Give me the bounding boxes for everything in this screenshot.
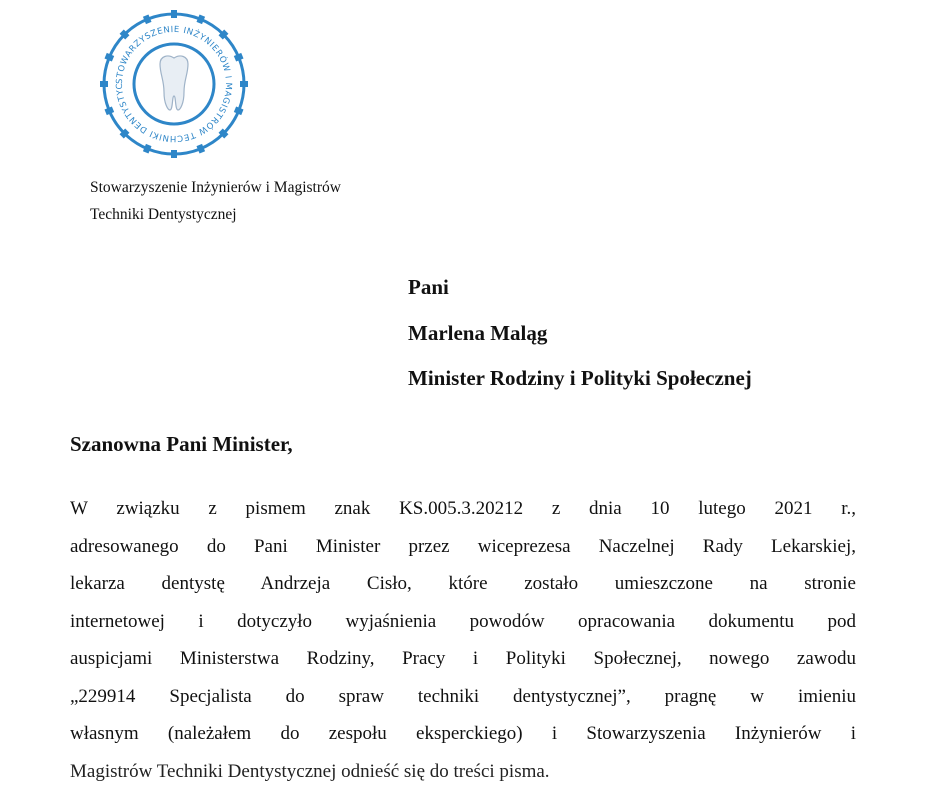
sender-line-2: Techniki Dentystycznej (90, 206, 237, 223)
recipient-title: Pani (408, 275, 449, 299)
body-line: „229914 Specjalista do spraw techniki dentystycznej”, pragnę w imieniu (70, 685, 856, 707)
body-line: własnym (należałem do zespołu eksperckiego) i Stowarzyszenia Inżynierów i (70, 723, 856, 744)
body-line: lekarza dentystę Andrzeja Cisło, które zostało umieszczone na stronie (70, 573, 856, 594)
recipient-name: Marlena Maląg (408, 320, 548, 345)
logo-ring-text: STOWARZYSZENIE INŻYNIERÓW I MAGISTRÓW TECHNIKI DENTYSTYC (114, 24, 234, 144)
recipient-position: Minister Rodziny i Polityki Społecznej (408, 366, 752, 390)
body-line: auspicjami Ministerstwa Rodziny, Pracy i Polityki Społecznej, nowego zawodu (70, 648, 856, 669)
body-line: internetowej i dotyczyło wyjaśnienia powodów opracowania dokumentu pod (70, 610, 856, 632)
body-line: Magistrów Techniki Dentystycznej odnieść się do treści pisma. (70, 760, 550, 782)
tooth-gear-seal-icon (98, 8, 250, 160)
sender-block (90, 174, 341, 228)
letter-body (70, 490, 856, 790)
body-line: W związku z pismem znak KS.005.3.20212 z dnia 10 lutego 2021 r., (70, 498, 856, 519)
body-line: adresowanego do Pani Minister przez wiceprezesa Naczelnej Rady Lekarskiej, (70, 535, 856, 557)
organization-logo (98, 8, 250, 160)
recipient-block (408, 265, 752, 402)
sender-line-1: Stowarzyszenie Inżynierów i Magistrów (90, 179, 341, 196)
salutation: Szanowna Pani Minister, (70, 432, 293, 456)
